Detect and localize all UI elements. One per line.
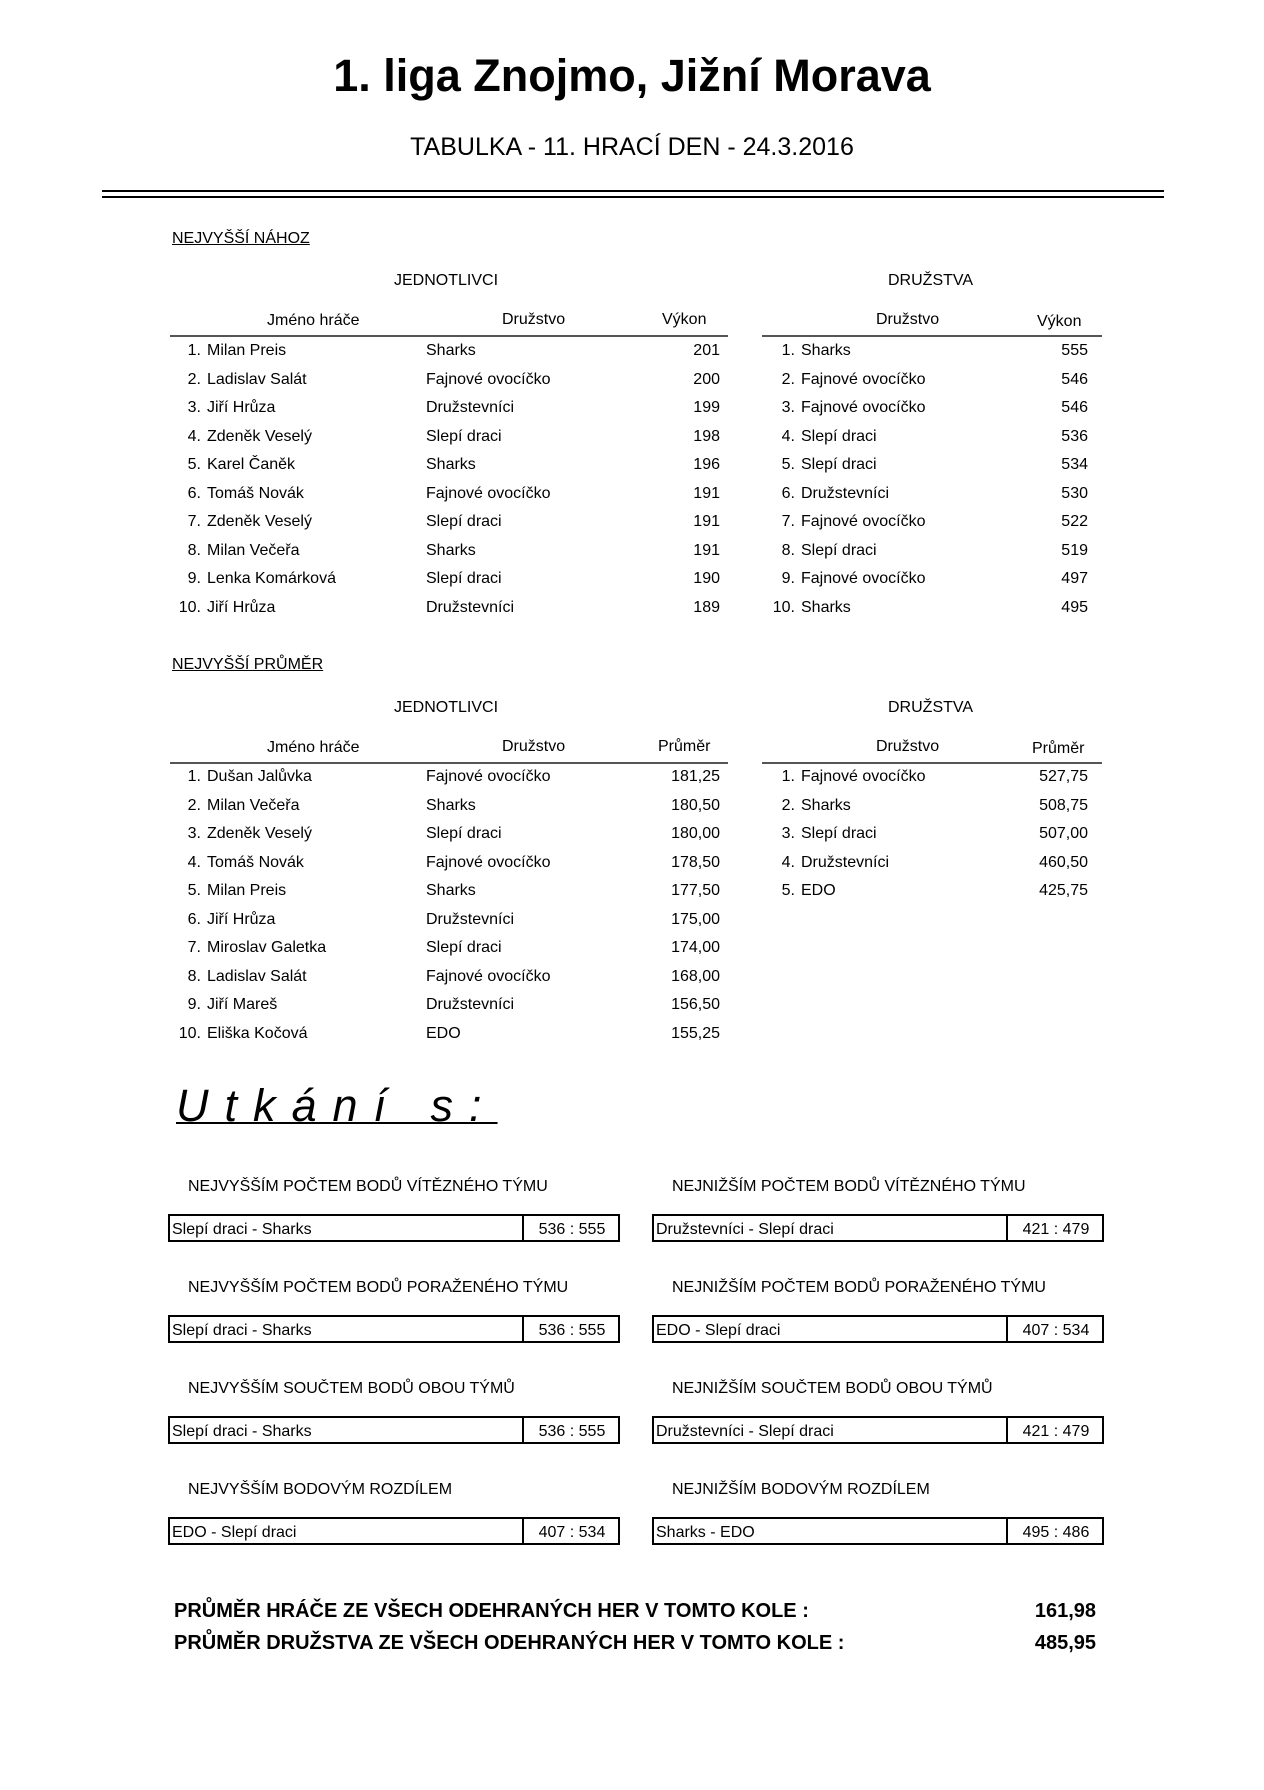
team-name: Sharks [801,598,851,616]
row-rank: 10. [772,598,795,616]
team-name: Družstevníci [426,399,515,416]
teams-subtitle: DRUŽSTVA [888,699,974,716]
table-row [170,934,728,962]
team-name: Slepí draci [801,456,877,473]
row-rank: 7. [781,513,795,530]
row-rank: 10. [178,1024,201,1042]
table-row [170,877,728,905]
row-value: 191 [693,541,720,559]
player-name: Zdeněk Veselý [207,513,312,530]
row-value: 191 [693,513,720,530]
col-header-value: Průměr [658,738,711,755]
row-value: 425,75 [1039,882,1088,899]
row-value: 177,50 [671,882,720,899]
player-name: Ladislav Salát [207,967,307,985]
match-record-label: NEJVYŠŠÍM BODOVÝM ROZDÍLEM [188,1481,453,1498]
match-teams: Slepí draci - Sharks [172,1423,312,1440]
row-value: 155,25 [671,1024,720,1042]
match-score: 407 : 534 [522,1519,620,1543]
match-score: 495 : 486 [1006,1519,1104,1543]
row-value: 507,00 [1039,825,1088,842]
table-row [170,423,728,451]
team-name: Slepí draci [426,427,502,445]
player-name: Tomáš Novák [207,484,304,502]
row-rank: 4. [187,853,201,871]
match-teams: Družstevníci - Slepí draci [656,1221,834,1238]
row-value: 530 [1061,484,1088,502]
row-rank: 1. [187,768,201,785]
match-teams: Slepí draci - Sharks [172,1221,312,1238]
row-value: 189 [693,598,720,616]
row-value: 175,00 [671,910,720,928]
match-record-box [652,1416,1104,1444]
team-name: EDO [801,882,836,899]
row-rank: 6. [187,910,201,928]
row-value: 178,50 [671,853,720,871]
row-rank: 1. [187,342,201,359]
team-name: Slepí draci [801,541,877,559]
team-name: EDO [426,1024,461,1042]
row-value: 199 [693,399,720,416]
match-record-box [652,1214,1104,1242]
table-row [170,991,728,1019]
team-name: Fajnové ovocíčko [426,967,551,985]
row-value: 196 [693,456,720,473]
team-name: Slepí draci [426,939,502,956]
team-name: Družstevníci [426,910,515,928]
row-value: 181,25 [671,768,720,785]
row-rank: 2. [781,370,795,388]
match-score: 536 : 555 [522,1317,620,1341]
row-value: 201 [693,342,720,359]
team-name: Fajnové ovocíčko [426,370,551,388]
row-rank: 5. [781,882,795,899]
match-record-label: NEJNIŽŠÍM BODOVÝM ROZDÍLEM [672,1481,930,1498]
team-name: Fajnové ovocíčko [426,853,551,871]
row-rank: 1. [781,768,795,785]
match-record-box [168,1214,620,1242]
row-rank: 3. [187,399,201,416]
team-name: Sharks [426,882,476,899]
match-record-label: NEJVYŠŠÍM POČTEM BODŮ PORAŽENÉHO TÝMU [188,1279,569,1296]
row-value: 536 [1061,427,1088,445]
row-rank: 8. [187,967,201,985]
row-value: 460,50 [1039,853,1088,871]
team-name: Sharks [426,541,476,559]
table-row [762,792,1102,820]
row-value: 156,50 [671,996,720,1013]
table-row [762,594,1102,622]
row-value: 497 [1061,570,1088,587]
table-row [170,366,728,394]
match-record-label: NEJNIŽŠÍM POČTEM BODŮ VÍTĚZNÉHO TÝMU [672,1178,1026,1195]
table-row [762,820,1102,848]
team-name: Družstevníci [801,484,890,502]
player-name: Jiří Hrůza [207,399,276,416]
row-rank: 3. [781,399,795,416]
table-row [170,849,728,877]
player-name: Jiří Hrůza [207,910,276,928]
table-row [762,877,1102,905]
team-name: Družstevníci [426,598,515,616]
individuals-subtitle: JEDNOTLIVCI [394,699,499,716]
player-name: Zdeněk Veselý [207,427,312,445]
match-teams: Sharks - EDO [656,1524,755,1541]
col-header-team: Družstvo [502,738,566,755]
match-record-box [168,1517,620,1545]
row-rank: 4. [781,427,795,445]
team-name: Družstevníci [426,996,515,1013]
team-name: Fajnové ovocíčko [801,399,926,416]
col-header-value: Výkon [662,311,707,328]
player-name: Milan Preis [207,882,287,899]
col-header-value: Průměr [1032,740,1085,757]
col-header-team: Družstvo [502,311,566,328]
player-name: Lenka Komárková [207,570,336,587]
table-row [762,366,1102,394]
team-name: Slepí draci [801,825,877,842]
table-row [170,337,728,365]
row-rank: 6. [781,484,795,502]
header-divider-top [102,190,1164,192]
row-value: 508,75 [1039,796,1088,814]
row-value: 168,00 [671,967,720,985]
match-score: 536 : 555 [522,1418,620,1442]
player-name: Eliška Kočová [207,1024,308,1042]
player-name: Jiří Mareš [207,996,278,1013]
team-name: Sharks [426,342,476,359]
row-rank: 5. [187,456,201,473]
page-title: 1. liga Znojmo, Jižní Morava [333,50,931,101]
row-rank: 3. [187,825,201,842]
row-value: 495 [1061,598,1088,616]
table-row [762,337,1102,365]
row-rank: 4. [187,427,201,445]
row-rank: 2. [187,370,201,388]
row-rank: 10. [178,598,201,616]
header-divider-bottom [102,196,1164,198]
table-row [762,508,1102,536]
row-rank: 3. [781,825,795,842]
table-row [170,594,728,622]
team-name: Sharks [426,456,476,473]
row-value: 534 [1061,456,1088,473]
player-name: Milan Večeřa [207,541,300,559]
page-subtitle: TABULKA - 11. HRACÍ DEN - 24.3.2016 [410,133,854,161]
row-rank: 2. [187,796,201,814]
row-rank: 1. [781,342,795,359]
row-rank: 7. [187,513,201,530]
row-value: 200 [693,370,720,388]
teams-subtitle: DRUŽSTVA [888,272,974,289]
match-record-label: NEJNIŽŠÍM SOUČTEM BODŮ OBOU TÝMŮ [672,1380,993,1397]
player-name: Tomáš Novák [207,853,304,871]
table-row [762,849,1102,877]
team-name: Družstevníci [801,853,890,871]
table-row [170,394,728,422]
row-value: 555 [1061,342,1088,359]
table-row [170,451,728,479]
table-row [762,480,1102,508]
table-row [170,480,728,508]
player-average-value: 161,98 [1034,1600,1096,1622]
individuals-subtitle: JEDNOTLIVCI [394,272,499,289]
team-name: Fajnové ovocíčko [801,513,926,530]
matches-heading: Utkání s: [176,1080,498,1131]
match-record-label: NEJVYŠŠÍM SOUČTEM BODŮ OBOU TÝMŮ [188,1380,515,1397]
row-rank: 4. [781,853,795,871]
match-teams: Družstevníci - Slepí draci [656,1423,834,1440]
team-name: Fajnové ovocíčko [426,484,551,502]
match-score: 421 : 479 [1006,1418,1104,1442]
player-name: Ladislav Salát [207,370,307,388]
table-row [170,906,728,934]
player-name: Miroslav Galetka [207,939,327,956]
table-row [762,763,1102,791]
match-record-box [652,1315,1104,1343]
player-name: Dušan Jalůvka [207,768,312,785]
player-name: Zdeněk Veselý [207,825,312,842]
match-record-box [652,1517,1104,1545]
player-name: Milan Preis [207,342,287,359]
table-row [170,792,728,820]
table-row [170,820,728,848]
row-rank: 5. [187,882,201,899]
team-name: Fajnové ovocíčko [801,570,926,587]
table-row [762,537,1102,565]
table-row [170,963,728,991]
row-value: 174,00 [671,939,720,956]
table-row [170,1020,728,1048]
match-record-label: NEJVYŠŠÍM POČTEM BODŮ VÍTĚZNÉHO TÝMU [188,1178,548,1195]
row-value: 180,00 [671,825,720,842]
col-header-team: Družstvo [876,738,940,755]
table-row [762,565,1102,593]
row-value: 191 [693,484,720,502]
col-header-player: Jméno hráče [267,312,360,329]
row-rank: 6. [187,484,201,502]
team-name: Fajnové ovocíčko [801,370,926,388]
team-name: Slepí draci [426,513,502,530]
table-row [762,423,1102,451]
player-name: Karel Čaněk [207,456,296,473]
col-header-team: Družstvo [876,311,940,328]
table-row [170,565,728,593]
row-value: 527,75 [1039,768,1088,785]
player-name: Milan Večeřa [207,796,300,814]
match-record-label: NEJNIŽŠÍM POČTEM BODŮ PORAŽENÉHO TÝMU [672,1279,1046,1296]
table-row [170,537,728,565]
team-average-value: 485,95 [1034,1632,1096,1654]
match-teams: EDO - Slepí draci [656,1322,781,1339]
match-record-box [168,1416,620,1444]
team-name: Slepí draci [801,427,877,445]
player-average-label: PRŮMĚR HRÁČE ZE VŠECH ODEHRANÝCH HER V TOMTO KOLE : [174,1600,809,1622]
player-name: Jiří Hrůza [207,598,276,616]
row-value: 546 [1061,370,1088,388]
row-rank: 9. [187,996,201,1013]
table-row [170,508,728,536]
row-value: 522 [1061,513,1088,530]
team-name: Sharks [426,796,476,814]
row-rank: 8. [781,541,795,559]
team-name: Slepí draci [426,570,502,587]
section-title-high-average: NEJVYŠŠÍ PRŮMĚR [172,656,324,673]
team-name: Slepí draci [426,825,502,842]
match-score: 407 : 534 [1006,1317,1104,1341]
row-value: 180,50 [671,796,720,814]
row-rank: 2. [781,796,795,814]
row-rank: 5. [781,456,795,473]
row-rank: 8. [187,541,201,559]
match-record-box [168,1315,620,1343]
row-value: 190 [693,570,720,587]
row-rank: 9. [781,570,795,587]
table-row [762,394,1102,422]
col-header-player: Jméno hráče [267,739,360,756]
match-teams: EDO - Slepí draci [172,1524,297,1541]
section-title-high-throw: NEJVYŠŠÍ NÁHOZ [172,230,310,247]
row-value: 519 [1061,541,1088,559]
team-average-label: PRŮMĚR DRUŽSTVA ZE VŠECH ODEHRANÝCH HER V TOMTO KOLE : [174,1632,845,1654]
team-name: Sharks [801,796,851,814]
row-rank: 7. [187,939,201,956]
row-value: 198 [693,427,720,445]
row-value: 546 [1061,399,1088,416]
match-score: 421 : 479 [1006,1216,1104,1240]
col-header-value: Výkon [1037,313,1082,330]
row-rank: 9. [187,570,201,587]
match-teams: Slepí draci - Sharks [172,1322,312,1339]
team-name: Fajnové ovocíčko [801,768,926,785]
team-name: Sharks [801,342,851,359]
table-row [170,763,728,791]
table-row [762,451,1102,479]
team-name: Fajnové ovocíčko [426,768,551,785]
match-score: 536 : 555 [522,1216,620,1240]
